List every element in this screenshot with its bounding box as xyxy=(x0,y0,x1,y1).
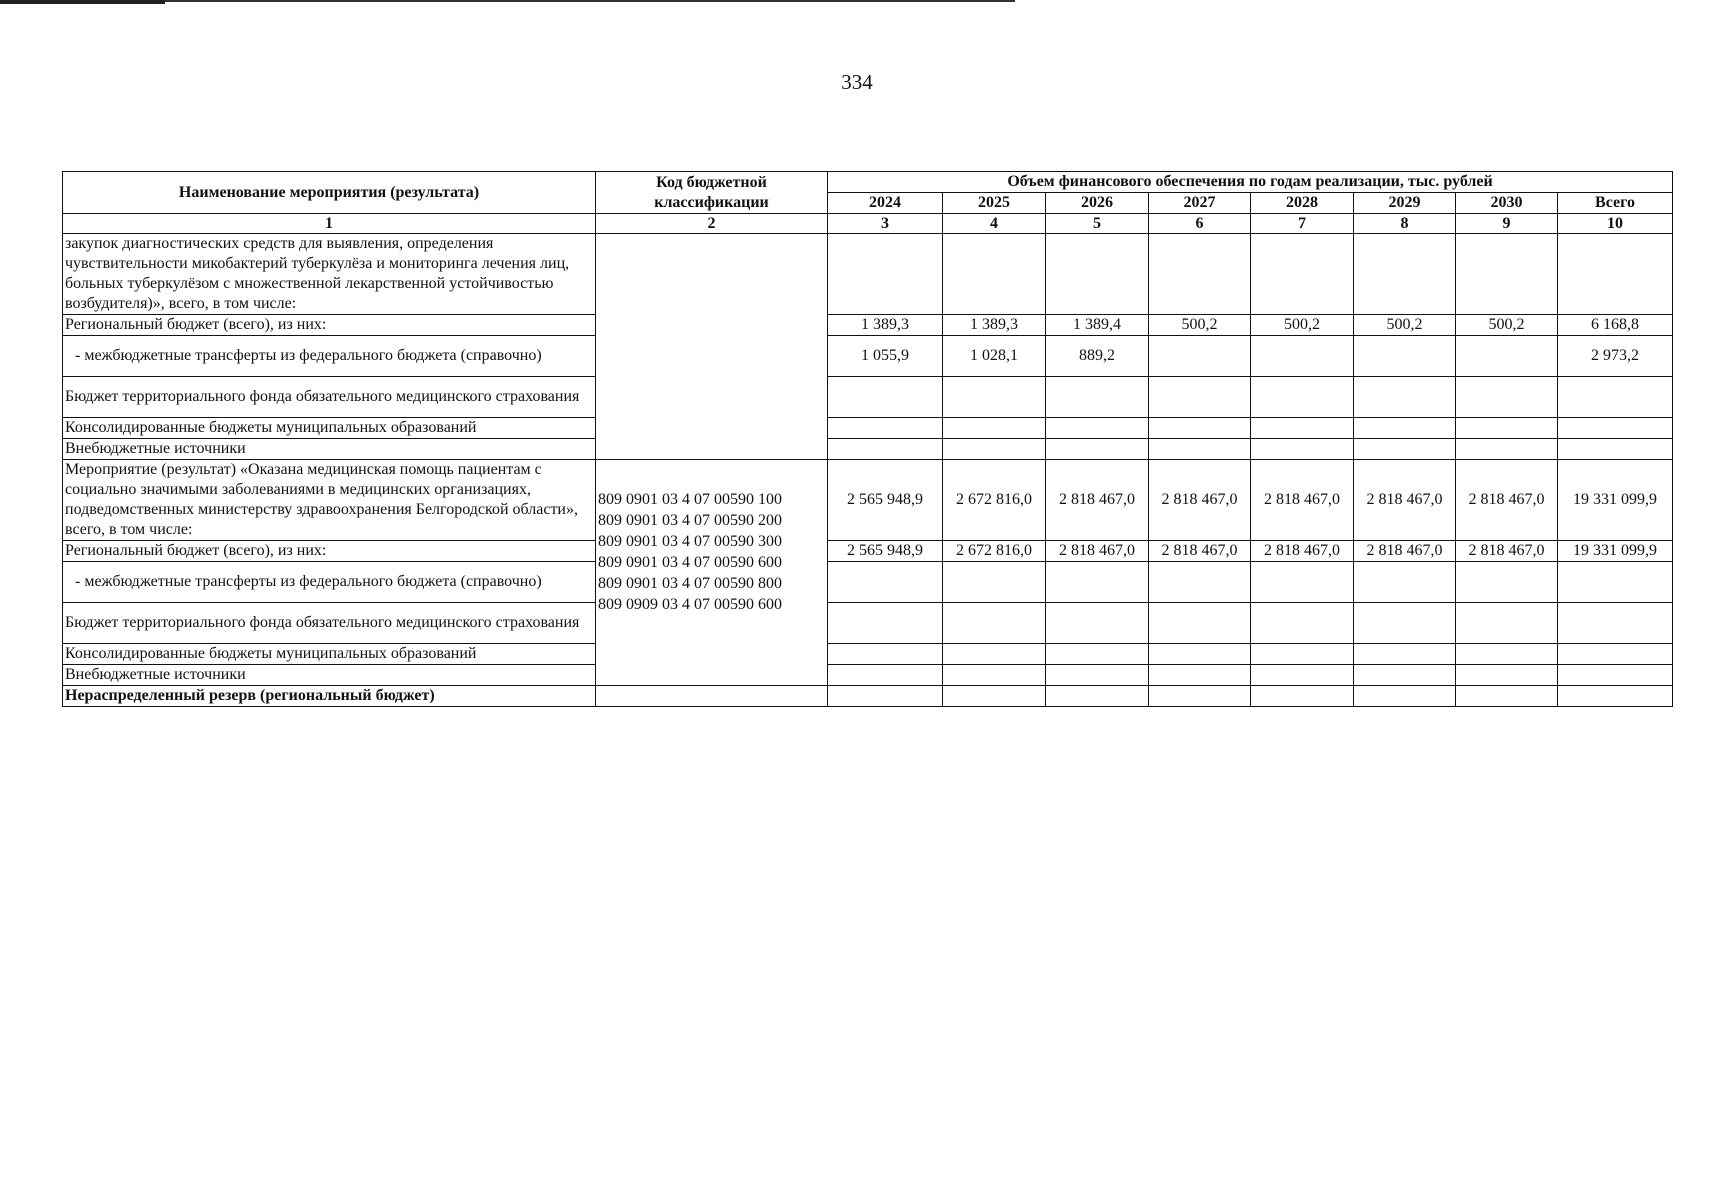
value-cell xyxy=(1251,439,1354,460)
value-cell xyxy=(1149,644,1251,665)
total-cell xyxy=(1558,439,1673,460)
row-name: Мероприятие (результат) «Оказана медицинская помощь пациентам с социально значимыми заболеваниями в медицинских организациях, подведомственных министерству здравоохранения Белгородской области», всего, в том числе: xyxy=(63,460,596,541)
value-cell xyxy=(943,439,1046,460)
value-cell xyxy=(1046,418,1149,439)
row-name: - межбюджетные трансферты из федерального бюджета (справочно) xyxy=(63,336,596,377)
value-cell xyxy=(828,562,943,603)
value-cell xyxy=(1046,377,1149,418)
value-cell xyxy=(943,562,1046,603)
total-cell: 19 331 099,9 xyxy=(1558,541,1673,562)
total-cell xyxy=(1558,562,1673,603)
row-name: закупок диагностических средств для выявления, определения чувствительности микобактерий туберкулёза и мониторинга лечения лиц, больных туберкулёзом с множественной лекарственной устойчивостью возбудителя)», всего, в том числе: xyxy=(63,234,596,315)
value-cell xyxy=(1456,439,1558,460)
col-number: 3 xyxy=(828,214,943,234)
value-cell xyxy=(1046,439,1149,460)
row-name: Внебюджетные источники xyxy=(63,439,596,460)
value-cell xyxy=(1251,644,1354,665)
row-name: Региональный бюджет (всего), из них: xyxy=(63,541,596,562)
total-cell xyxy=(1558,603,1673,644)
row-name: Региональный бюджет (всего), из них: xyxy=(63,315,596,336)
value-cell xyxy=(1354,336,1456,377)
budget-code-cell xyxy=(596,460,828,686)
table-row xyxy=(63,603,1673,644)
row-name: - межбюджетные трансферты из федерального бюджета (справочно) xyxy=(63,562,596,603)
table-row xyxy=(63,460,1673,541)
value-cell xyxy=(1251,377,1354,418)
value-cell xyxy=(828,418,943,439)
value-cell xyxy=(1354,377,1456,418)
value-cell: 2 818 467,0 xyxy=(1046,541,1149,562)
value-cell: 2 818 467,0 xyxy=(1046,460,1149,541)
header-year: 2028 xyxy=(1251,193,1354,214)
header-name-col: Наименование мероприятия (результата) xyxy=(63,172,596,214)
value-cell xyxy=(1354,439,1456,460)
scan-edge-mark xyxy=(0,0,165,4)
code-cell-empty xyxy=(596,234,828,460)
value-cell xyxy=(1046,644,1149,665)
col-number: 2 xyxy=(596,214,828,234)
value-cell: 889,2 xyxy=(1046,336,1149,377)
scan-edge-line xyxy=(165,0,1015,2)
table-row xyxy=(63,315,1673,336)
value-cell: 2 818 467,0 xyxy=(1251,460,1354,541)
value-cell xyxy=(943,686,1046,707)
reserve-row xyxy=(63,686,1673,707)
col-number: 4 xyxy=(943,214,1046,234)
header-row-col-numbers xyxy=(63,214,1673,234)
header-year: 2030 xyxy=(1456,193,1558,214)
total-cell xyxy=(1558,644,1673,665)
value-cell: 2 565 948,9 xyxy=(828,541,943,562)
value-cell xyxy=(1456,686,1558,707)
total-cell xyxy=(1558,377,1673,418)
col-number: 6 xyxy=(1149,214,1251,234)
value-cell xyxy=(1251,665,1354,686)
value-cell: 500,2 xyxy=(1354,315,1456,336)
col-number: 5 xyxy=(1046,214,1149,234)
col-number: 9 xyxy=(1456,214,1558,234)
value-cell xyxy=(1354,603,1456,644)
value-cell xyxy=(943,377,1046,418)
value-cell xyxy=(1046,234,1149,315)
budget-code: 809 0909 03 4 07 00590 600 xyxy=(598,595,782,613)
header-year: 2027 xyxy=(1149,193,1251,214)
header-year: 2029 xyxy=(1354,193,1456,214)
table-row xyxy=(63,644,1673,665)
value-cell: 500,2 xyxy=(1149,315,1251,336)
value-cell xyxy=(1046,686,1149,707)
value-cell xyxy=(828,644,943,665)
value-cell xyxy=(1149,603,1251,644)
total-cell xyxy=(1558,686,1673,707)
header-year: 2024 xyxy=(828,193,943,214)
header-year: 2025 xyxy=(943,193,1046,214)
table-row xyxy=(63,377,1673,418)
col-number: 7 xyxy=(1251,214,1354,234)
value-cell: 500,2 xyxy=(1456,315,1558,336)
budget-code: 809 0901 03 4 07 00590 300 xyxy=(598,532,782,550)
value-cell xyxy=(1456,665,1558,686)
table-row xyxy=(63,234,1673,315)
value-cell xyxy=(943,234,1046,315)
value-cell xyxy=(1251,562,1354,603)
value-cell xyxy=(828,686,943,707)
value-cell xyxy=(1149,418,1251,439)
value-cell xyxy=(828,665,943,686)
table-row xyxy=(63,541,1673,562)
value-cell xyxy=(1251,234,1354,315)
header-volume-col: Объем финансового обеспечения по годам реализации, тыс. рублей xyxy=(828,172,1673,193)
total-cell xyxy=(1558,234,1673,315)
budget-code: 809 0901 03 4 07 00590 800 xyxy=(598,574,782,592)
row-name: Консолидированные бюджеты муниципальных образований xyxy=(63,418,596,439)
value-cell xyxy=(1046,665,1149,686)
value-cell: 2 818 467,0 xyxy=(1354,541,1456,562)
value-cell xyxy=(1354,234,1456,315)
value-cell xyxy=(1251,603,1354,644)
value-cell: 500,2 xyxy=(1251,315,1354,336)
col-number: 1 xyxy=(63,214,596,234)
value-cell xyxy=(943,665,1046,686)
header-code-col: Код бюджетной классификации xyxy=(596,172,828,214)
value-cell: 1 389,3 xyxy=(943,315,1046,336)
header-row-1 xyxy=(63,172,1673,193)
value-cell xyxy=(1456,418,1558,439)
header-year: 2026 xyxy=(1046,193,1149,214)
page-number: 334 xyxy=(841,70,873,94)
value-cell xyxy=(1149,377,1251,418)
value-cell: 2 672 816,0 xyxy=(943,541,1046,562)
budget-table xyxy=(62,171,1673,707)
value-cell xyxy=(828,234,943,315)
total-cell: 2 973,2 xyxy=(1558,336,1673,377)
value-cell xyxy=(1354,562,1456,603)
value-cell xyxy=(1354,418,1456,439)
value-cell: 2 818 467,0 xyxy=(1456,541,1558,562)
code-cell-empty xyxy=(596,686,828,707)
value-cell xyxy=(1456,562,1558,603)
value-cell xyxy=(1354,644,1456,665)
row-name: Консолидированные бюджеты муниципальных образований xyxy=(63,644,596,665)
value-cell xyxy=(1251,418,1354,439)
value-cell: 2 818 467,0 xyxy=(1354,460,1456,541)
col-number: 10 xyxy=(1558,214,1673,234)
value-cell xyxy=(828,377,943,418)
row-name: Бюджет территориального фонда обязательного медицинского страхования xyxy=(63,377,596,418)
budget-code: 809 0901 03 4 07 00590 200 xyxy=(598,511,782,529)
table-row xyxy=(63,665,1673,686)
value-cell: 1 389,4 xyxy=(1046,315,1149,336)
value-cell xyxy=(1149,686,1251,707)
value-cell: 2 818 467,0 xyxy=(1251,541,1354,562)
reserve-row-name: Нераспределенный резерв (региональный бюджет) xyxy=(63,686,596,707)
value-cell xyxy=(1149,234,1251,315)
value-cell: 2 565 948,9 xyxy=(828,460,943,541)
row-name: Внебюджетные источники xyxy=(63,665,596,686)
table-row xyxy=(63,418,1673,439)
value-cell: 1 055,9 xyxy=(828,336,943,377)
value-cell xyxy=(1251,336,1354,377)
value-cell xyxy=(828,603,943,644)
value-cell: 1 389,3 xyxy=(828,315,943,336)
value-cell xyxy=(1251,686,1354,707)
budget-code: 809 0901 03 4 07 00590 100 xyxy=(598,490,782,508)
value-cell xyxy=(1456,603,1558,644)
value-cell xyxy=(1354,665,1456,686)
value-cell xyxy=(1456,234,1558,315)
value-cell xyxy=(943,603,1046,644)
value-cell xyxy=(1046,562,1149,603)
value-cell xyxy=(1149,336,1251,377)
value-cell: 2 672 816,0 xyxy=(943,460,1046,541)
value-cell xyxy=(1456,377,1558,418)
row-name: Бюджет территориального фонда обязательного медицинского страхования xyxy=(63,603,596,644)
value-cell xyxy=(943,418,1046,439)
budget-code: 809 0901 03 4 07 00590 600 xyxy=(598,553,782,571)
value-cell xyxy=(1456,336,1558,377)
value-cell xyxy=(1149,665,1251,686)
value-cell xyxy=(1046,603,1149,644)
table-row xyxy=(63,439,1673,460)
value-cell xyxy=(828,439,943,460)
value-cell: 1 028,1 xyxy=(943,336,1046,377)
table-row xyxy=(63,562,1673,603)
col-number: 8 xyxy=(1354,214,1456,234)
value-cell: 2 818 467,0 xyxy=(1149,541,1251,562)
value-cell xyxy=(943,644,1046,665)
value-cell xyxy=(1354,686,1456,707)
value-cell xyxy=(1149,562,1251,603)
total-cell xyxy=(1558,418,1673,439)
total-cell xyxy=(1558,665,1673,686)
value-cell xyxy=(1149,439,1251,460)
value-cell xyxy=(1456,644,1558,665)
header-total: Всего xyxy=(1558,193,1673,214)
total-cell: 19 331 099,9 xyxy=(1558,460,1673,541)
total-cell: 6 168,8 xyxy=(1558,315,1673,336)
value-cell: 2 818 467,0 xyxy=(1149,460,1251,541)
value-cell: 2 818 467,0 xyxy=(1456,460,1558,541)
table-row xyxy=(63,336,1673,377)
